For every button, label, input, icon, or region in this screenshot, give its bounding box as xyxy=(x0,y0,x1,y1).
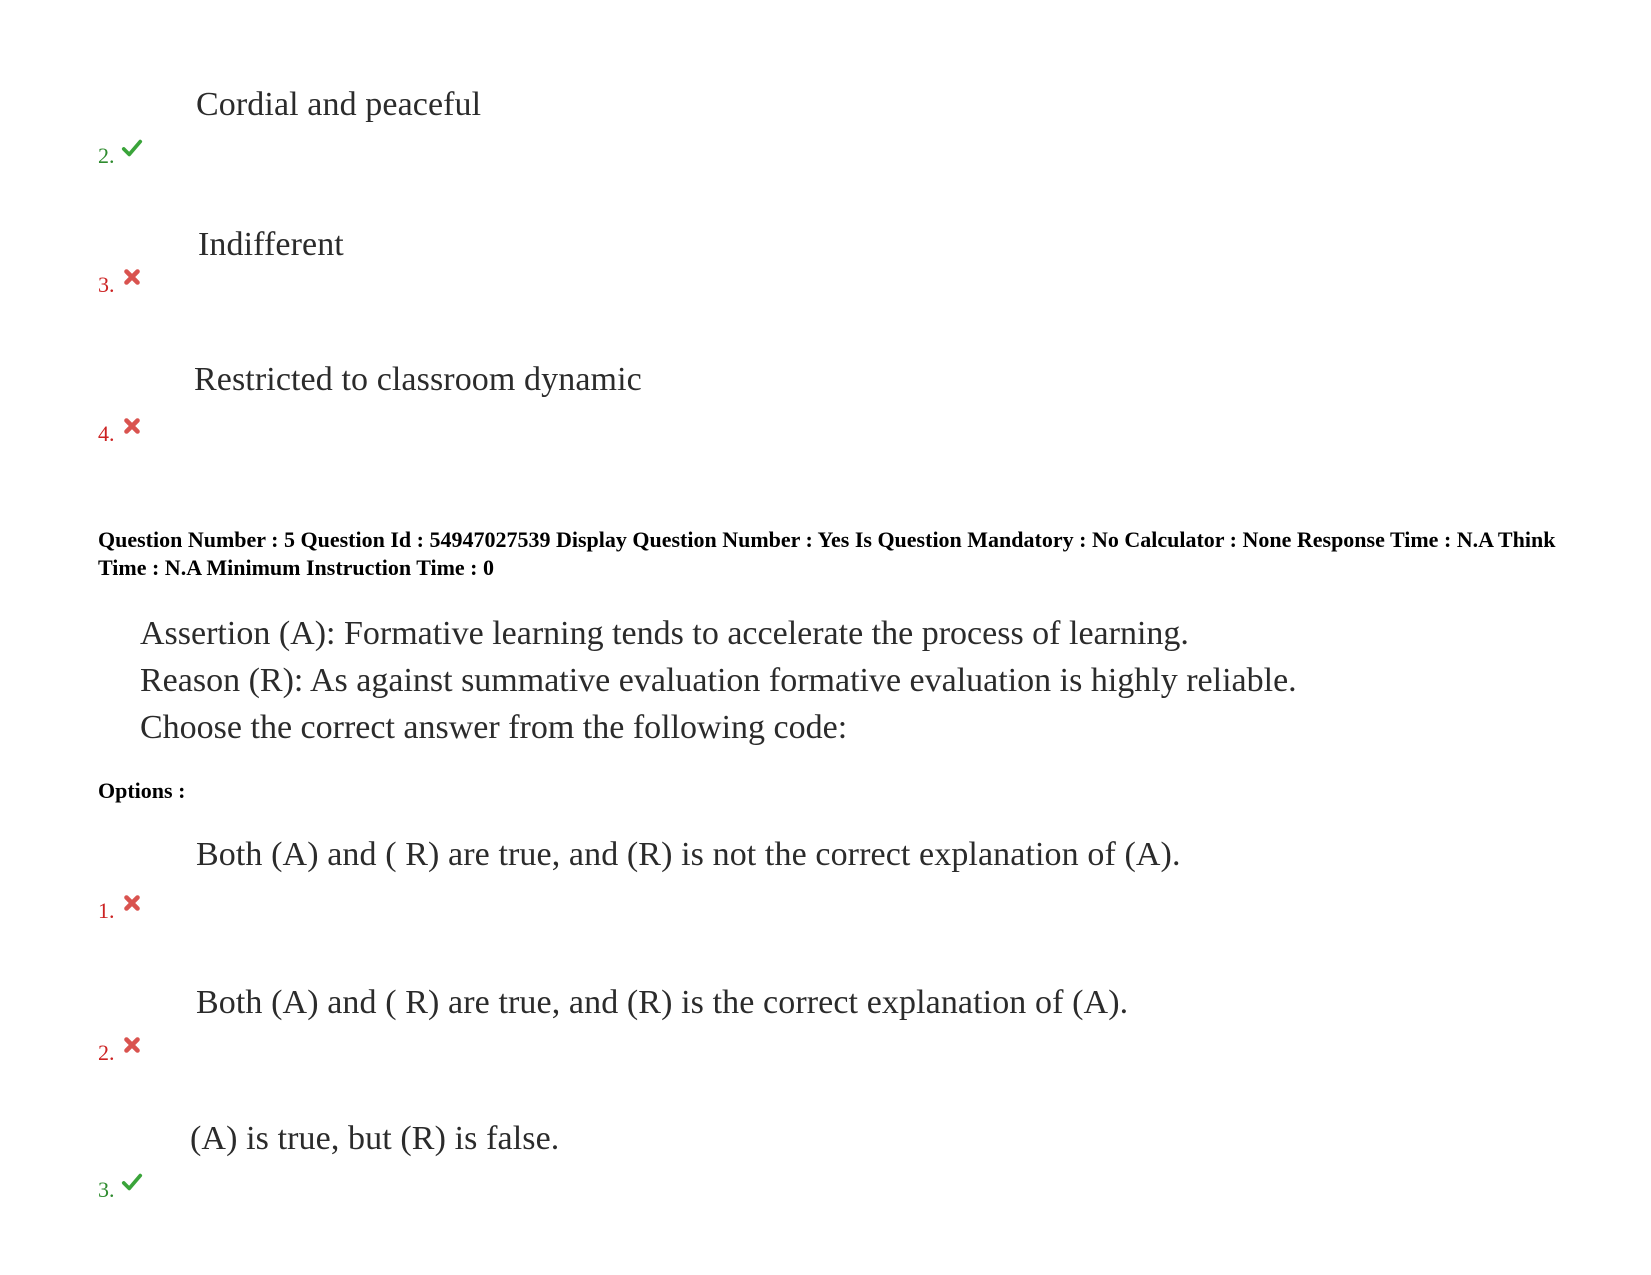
question-instruction: Choose the correct answer from the following code: xyxy=(140,709,848,746)
option-3-text: (A) is true, but (R) is false. xyxy=(190,1120,560,1157)
options-label: Options : xyxy=(98,778,186,803)
option-2-marker xyxy=(98,1040,143,1066)
question-reason: Reason (R): As against summative evaluation formative evaluation is highly reliable. xyxy=(140,662,1297,699)
cross-icon xyxy=(121,266,143,288)
cross-icon xyxy=(121,1034,143,1056)
option-number: 2. xyxy=(98,143,115,168)
prev-option-2-marker xyxy=(98,143,143,169)
prev-option-4-marker xyxy=(98,421,143,447)
cross-icon xyxy=(121,892,143,914)
checkmark-icon xyxy=(121,1171,143,1193)
prev-option-3-marker xyxy=(98,272,143,298)
question-meta: Question Number : 5 Question Id : 54947027539 Display Question Number : Yes Is Question Mandatory : No Calculator : None Response Time : N.A Think Time : N.A Minimum Instruction Time : 0 xyxy=(98,527,1556,580)
option-number: 3. xyxy=(98,1177,115,1202)
cross-icon xyxy=(121,415,143,437)
option-1-marker xyxy=(98,898,143,924)
option-3-marker xyxy=(98,1177,143,1203)
checkmark-icon xyxy=(121,137,143,159)
prev-option-3-text: Indifferent xyxy=(198,226,344,263)
option-number: 3. xyxy=(98,272,115,297)
prev-option-4-text: Restricted to classroom dynamic xyxy=(194,361,642,398)
prev-option-2-text: Cordial and peaceful xyxy=(196,86,482,123)
question-assertion: Assertion (A): Formative learning tends to accelerate the process of learning. xyxy=(140,615,1189,652)
option-number: 2. xyxy=(98,1040,115,1065)
option-2-text: Both (A) and ( R) are true, and (R) is the correct explanation of (A). xyxy=(196,984,1129,1021)
option-number: 4. xyxy=(98,421,115,446)
option-number: 1. xyxy=(98,898,115,923)
option-1-text: Both (A) and ( R) are true, and (R) is not the correct explanation of (A). xyxy=(196,836,1181,873)
